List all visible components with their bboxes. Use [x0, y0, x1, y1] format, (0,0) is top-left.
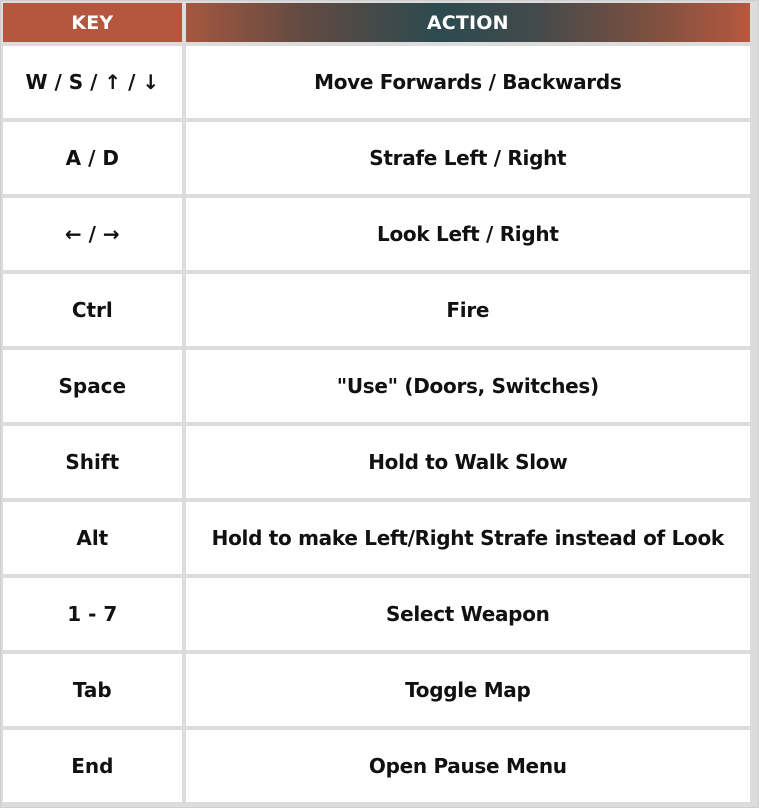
key-cell: A / D — [3, 122, 182, 194]
action-cell: Toggle Map — [186, 654, 750, 726]
table-body — [3, 46, 750, 802]
key-cell: Space — [3, 350, 182, 422]
header-row — [3, 3, 750, 42]
key-cell: Ctrl — [3, 274, 182, 346]
table-row — [3, 122, 750, 194]
action-cell: Strafe Left / Right — [186, 122, 750, 194]
key-cell: 1 - 7 — [3, 578, 182, 650]
table-header — [3, 3, 750, 42]
table-row — [3, 426, 750, 498]
key-cell: W / S / ↑ / ↓ — [3, 46, 182, 118]
key-cell: Tab — [3, 654, 182, 726]
key-cell: ← / → — [3, 198, 182, 270]
action-cell: Move Forwards / Backwards — [186, 46, 750, 118]
key-cell: Alt — [3, 502, 182, 574]
action-cell: Select Weapon — [186, 578, 750, 650]
table-row — [3, 198, 750, 270]
key-cell: End — [3, 730, 182, 802]
table-row — [3, 350, 750, 422]
table-row — [3, 730, 750, 802]
action-cell: Look Left / Right — [186, 198, 750, 270]
key-cell: Shift — [3, 426, 182, 498]
action-cell: Open Pause Menu — [186, 730, 750, 802]
table-row — [3, 578, 750, 650]
action-cell: Hold to Walk Slow — [186, 426, 750, 498]
table-row — [3, 654, 750, 726]
action-column-header: ACTION — [186, 3, 750, 42]
table-row — [3, 46, 750, 118]
action-cell: Hold to make Left/Right Strafe instead of Look — [186, 502, 750, 574]
key-column-header: KEY — [3, 3, 182, 42]
action-cell: "Use" (Doors, Switches) — [186, 350, 750, 422]
action-cell: Fire — [186, 274, 750, 346]
table-row — [3, 274, 750, 346]
table-row — [3, 502, 750, 574]
